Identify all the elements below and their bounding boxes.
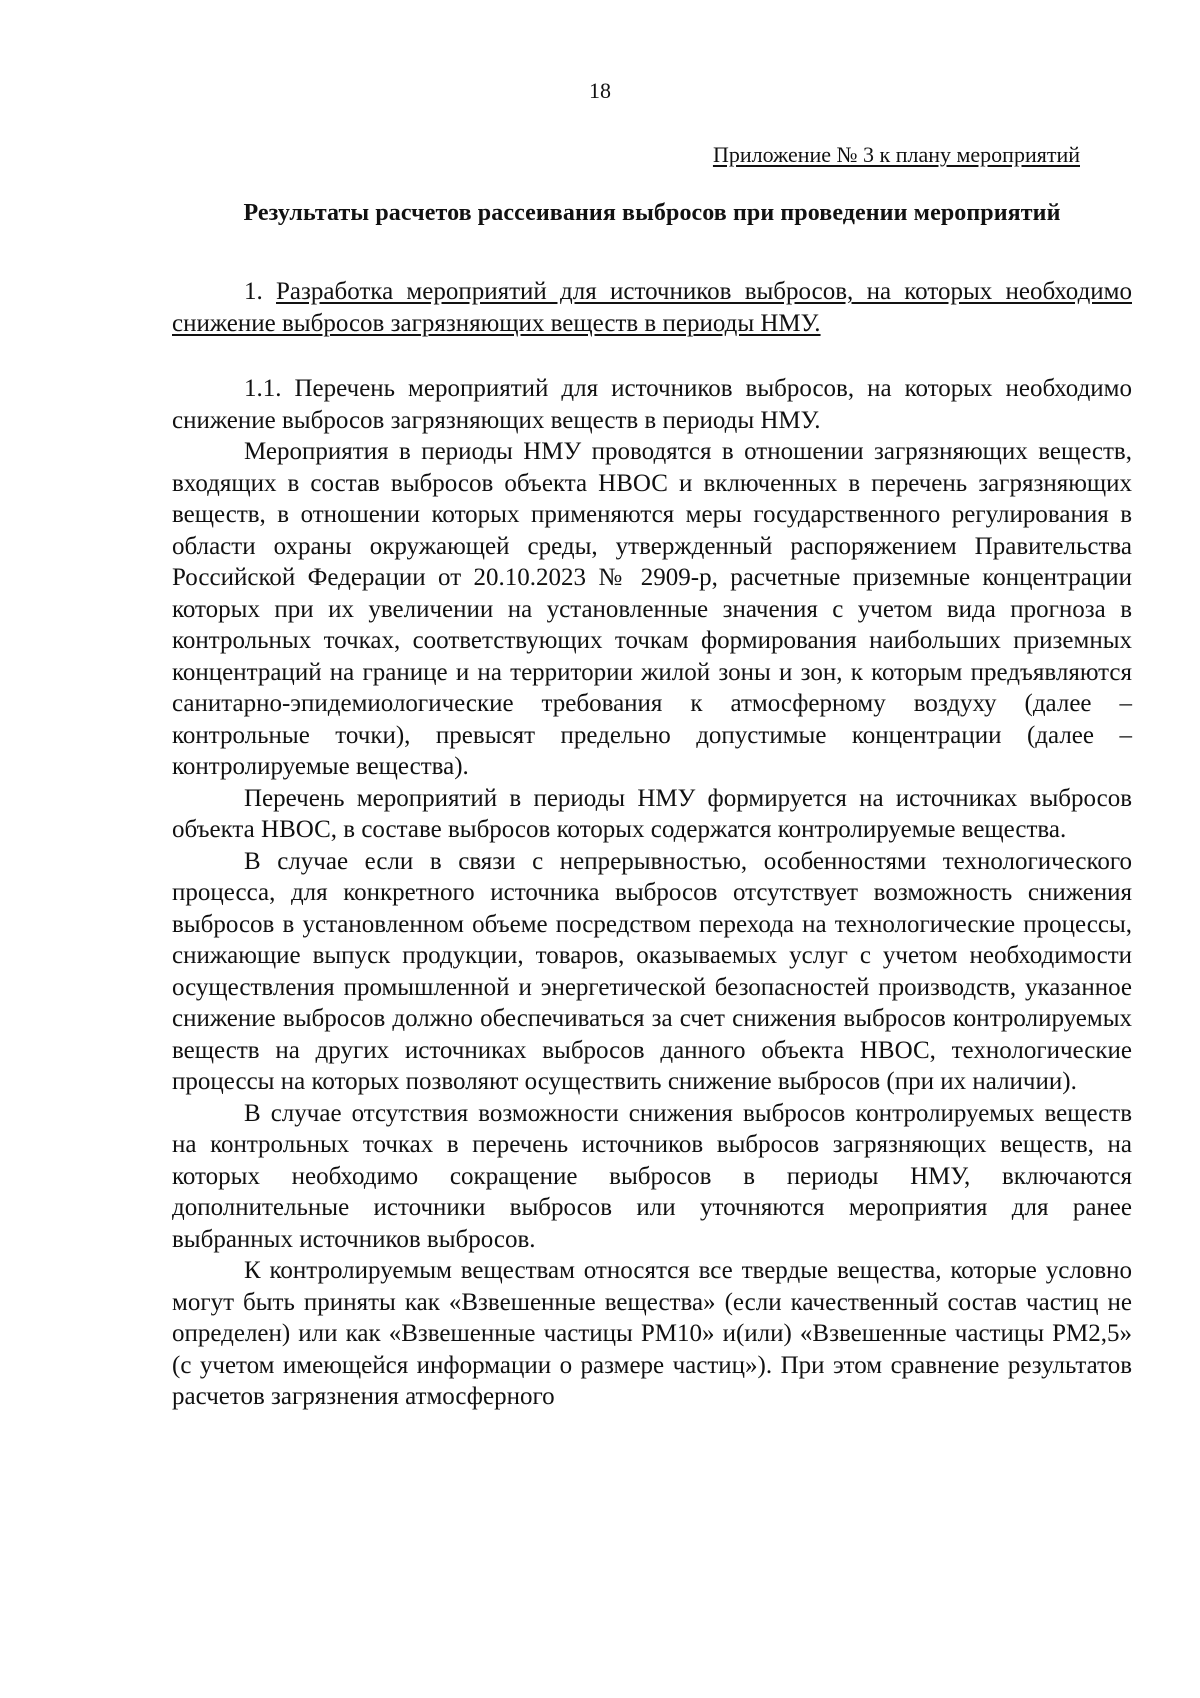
paragraph: 1.1. Перечень мероприятий для источников выбросов, на которых необходимо снижение выбросов загрязняющих веществ в периоды НМУ.: [172, 375, 1132, 434]
section-heading-paragraph: [172, 276, 1132, 339]
paragraph: К контролируемым веществам относятся все твердые вещества, которые условно могут быть приняты как «Взвешенные вещества» (если качественный состав частиц не определен) или как «Взвешенные частицы PM10» и(или) «Взвешенные частицы PM2,5» (с учетом имеющейся информации о размере частиц»). При этом сравнение результатов расчетов загрязнения атмосферного: [172, 1257, 1132, 1410]
section-heading: [172, 276, 1132, 339]
paragraph: В случае если в связи с непрерывностью, особенностями технологического процесса, для конкретного источника выбросов отсутствует возможность снижения выбросов в установленном объеме посредством перехода на технологические процессы, снижающие выпуск продукции, товаров, оказываемых услуг с учетом необходимости осуществления промышленной и энергетической безопасностей производств, указанное снижение выбросов должно обеспечиваться за счет снижения выбросов контролируемых веществ на других источниках выбросов данного объекта НВОС, технологические процессы на которых позволяют осуществить снижение выбросов (при их наличии).: [172, 847, 1132, 1095]
appendix-note: Приложение № 3 к плану мероприятий: [712, 142, 1080, 167]
page-number: 18: [589, 78, 611, 103]
body-paragraphs: [172, 373, 1132, 1413]
paragraph: В случае отсутствия возможности снижения выбросов контролируемых веществ на контрольных точках в перечень источников выбросов загрязняющих веществ, на которых необходимо сокращение выбросов в периоды НМУ, включаются дополнительные источники выбросов или уточняются мероприятия для ранее выбранных источников выбросов.: [172, 1099, 1132, 1253]
document-title: Результаты расчетов рассеивания выбросов при проведении мероприятий: [243, 200, 1061, 226]
paragraph: Перечень мероприятий в периоды НМУ формируется на источниках выбросов объекта НВОС, в составе выбросов которых содержатся контролируемые вещества.: [172, 784, 1132, 843]
paragraph: Мероприятия в периоды НМУ проводятся в отношении загрязняющих веществ, входящих в состав выбросов объекта НВОС и включенных в перечень загрязняющих веществ, в отношении которых применяются меры государственного регулирования в области охраны окружающей среды, утвержденный распоряжением Правительства Российской Федерации от 20.10.2023 № 2909-р, расчетные приземные концентрации которых при их увеличении на установленные значения с учетом вида прогноза в контрольных точках, соответствующих точкам формирования наибольших приземных концентраций на границе и на территории жилой зоны и зон, к которым предъявляются санитарно-эпидемиологические требования к атмосферному воздуху (далее – контрольные точки), превысят предельно допустимые концентрации (далее – контролируемые вещества).: [172, 438, 1132, 780]
section-heading-text: Разработка мероприятий для источников выбросов, на которых необходимо снижение выбросов загрязняющих веществ в периоды НМУ.: [172, 278, 1132, 337]
section-number: 1.: [244, 278, 263, 305]
